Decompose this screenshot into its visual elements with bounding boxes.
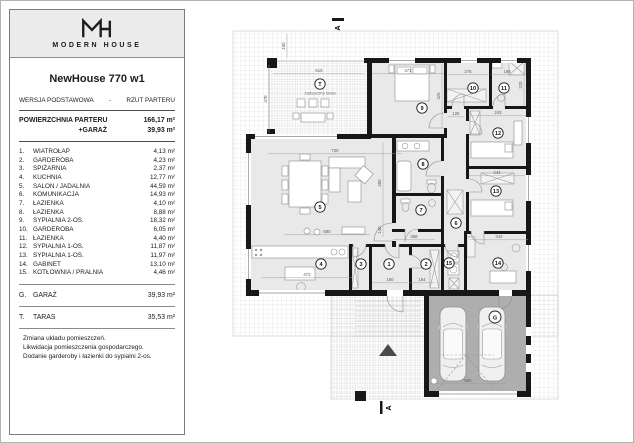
room-marker [356,259,366,269]
svg-text:3: 3 [359,262,363,269]
svg-text:4: 4 [319,262,323,269]
dimension-label: 164 [418,277,426,282]
note-line: Dodanie garderoby i łazienki do sypialni 2-os. [23,352,152,360]
dimension-label: 470 [263,95,268,103]
drawing-name: RZUT PARTERU [126,97,175,104]
change-notes [10,335,184,362]
room-row: 5. SALON / JADALNIA 44,59 m² [19,182,175,190]
svg-text:14: 14 [494,261,502,268]
section-marker-letter: A [335,25,342,31]
svg-text:9: 9 [420,106,424,113]
area-value: 166,17 m² [143,117,175,124]
room-row: 8. ŁAZIENKA 8,88 m² [19,208,175,216]
row-name: TARAS [33,313,56,321]
garage-marker-label: G [492,315,498,322]
dimension-label: 720 [331,148,339,153]
room-marker [418,159,428,169]
dimension-label: 150 [281,42,286,50]
room-marker [421,259,431,269]
row-number: G. [19,291,27,299]
dimension-label: 500 [464,378,472,383]
dimension-label: 189 [503,69,511,74]
dimension-label: 140 [377,226,382,234]
area-summary-row [10,126,184,136]
room-row: 14. GABINET 13,10 m² [19,260,175,268]
info-panel [9,9,185,435]
dimension-label: 615 [315,68,323,73]
section-marker-letter: A [386,405,393,411]
brand-name: MODERN HOUSE [52,42,142,49]
svg-text:10: 10 [469,86,477,93]
brand-mark-icon [80,18,114,40]
version-row [10,97,184,104]
dimension-label: 243 [494,110,502,115]
area-label: +GARAŻ [78,126,107,134]
room-row: 7. ŁAZIENKA 4,10 m² [19,199,175,207]
room-row: 10. GARDEROBA 6,05 m² [19,225,175,233]
dimension-label: 160 [386,277,394,282]
svg-text:11: 11 [501,86,507,93]
dimension-label: 358 [410,234,418,239]
svg-text:15: 15 [445,261,453,268]
room-marker [499,83,509,93]
room-row: 13. SYPIALNIA 1-OS. 11,97 m² [19,251,175,259]
room-row: 12. SYPIALNIA 1-OS. 11,87 m² [19,243,175,251]
dimension-label: 471 [404,68,412,73]
row-area: 39,93 m² [147,291,175,299]
row-number: T. [19,313,25,321]
divider [19,110,175,111]
svg-text:1: 1 [387,262,391,269]
room-row: 4. KUCHNIA 12,77 m² [19,173,175,181]
dimension-label: 275 [464,69,472,74]
divider [19,141,175,142]
room-marker [468,83,478,93]
room-marker [451,218,461,228]
garage-row [10,291,184,300]
room-marker [493,128,503,138]
dimension-label: 460 [377,179,382,187]
section-marker-top [332,18,344,31]
room-list [10,148,184,278]
version-name: WERSJA PODSTAWOWA [19,97,94,104]
svg-text:7: 7 [419,208,423,215]
project-title: NewHouse 770 w1 [49,73,145,85]
room-row: 1. WIATROŁAP 4,13 m² [19,148,175,155]
svg-text:5: 5 [318,205,322,212]
logo [10,10,184,58]
dimension-label: 425 [436,92,441,100]
row-name: GARAŻ [33,291,57,299]
svg-text:8: 8 [421,162,425,169]
svg-text:2: 2 [424,262,428,269]
area-value: 39,93 m² [147,126,175,134]
divider [19,328,175,329]
room-marker [493,258,503,268]
room-marker [491,186,501,196]
room-marker [417,103,427,113]
svg-text:12: 12 [494,131,502,138]
svg-text:6: 6 [454,221,458,228]
room-marker [384,259,394,269]
dimension-label: 125 [452,111,460,116]
room-marker [316,259,326,269]
svg-text:zadaszony taras: zadaszony taras [304,90,336,96]
area-label: POWIERZCHNIA PARTERU [19,117,108,124]
room-row: 15. KOTŁOWNIA / PRALNIA 4,46 m² [19,269,175,277]
area-summary [10,116,184,135]
room-row: 2. GARDEROBA 4,23 m² [19,156,175,164]
dimension-label: 473 [303,272,311,277]
room-row: 11. ŁAZIENKA 4,40 m² [19,234,175,242]
dimension-label: 343 [495,234,503,239]
area-summary-row [10,116,184,126]
svg-text:T: T [318,82,322,89]
room-row: 3. SPIŻARNIA 2,37 m² [19,165,175,173]
dimension-label: 243 [493,170,501,175]
note-line: Zmiana układu pomieszczeń. [23,334,106,342]
svg-text:13: 13 [492,189,500,196]
divider [19,306,175,307]
divider [19,284,175,285]
room-marker [416,205,426,215]
room-marker [444,258,454,268]
room-row: 6. KOMUNIKACJA 14,93 m² [19,191,175,199]
note-line: Likwidacja pomieszczenia gospodarczego. [23,343,144,351]
dimension-label: 220 [518,81,523,89]
section-marker-bottom [380,401,393,414]
room-row: 9. SYPIALNIA 2-OS. 18,32 m² [19,217,175,225]
room-marker [315,202,325,212]
terrace-row [10,313,184,322]
car-left [438,307,468,381]
row-area: 35,53 m² [147,313,175,321]
dimension-label: 680 [323,229,331,234]
version-separator: - [108,97,112,104]
